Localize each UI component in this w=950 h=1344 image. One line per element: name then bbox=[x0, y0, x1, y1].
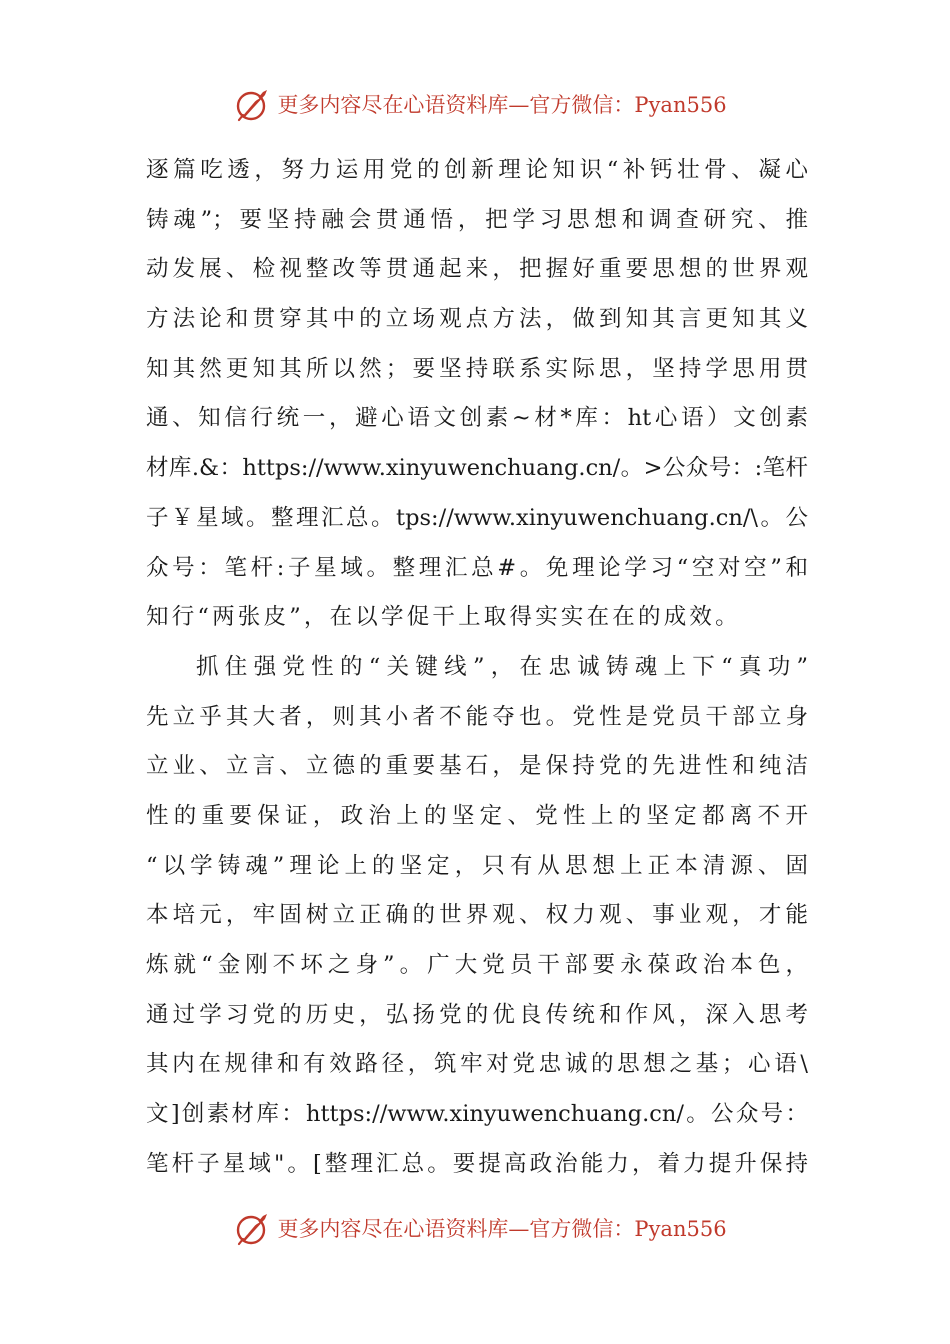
body-line-19: 其内在规律和有效路径，筑牢对党忠诚的思想之基；心语\ bbox=[146, 1051, 808, 1078]
header-banner-content bbox=[233, 84, 726, 124]
body-line-21: 笔杆子星域"。[整理汇总。要提高政治能力，着力提升保持 bbox=[146, 1150, 808, 1177]
body-line-4: 方法论和贯穿其中的立场观点方法，做到知其言更知其义 bbox=[146, 306, 808, 333]
quill-pen-logo-icon bbox=[233, 84, 273, 124]
body-line-6: 通、知信行统一，避心语文创素~材*库：ht心语）文创素 bbox=[146, 405, 808, 432]
footer-banner bbox=[0, 1206, 950, 1250]
body-line-16: 本培元，牢固树立正确的世界观、权力观、事业观，才能 bbox=[146, 902, 808, 929]
section-heading: 抓住强党性的“关键线”，在忠诚铸魂上下“真功” bbox=[196, 653, 808, 680]
body-line-2: 铸魂”；要坚持融会贯通悟，把学习思想和调查研究、推 bbox=[146, 206, 808, 233]
header-banner-text: 更多内容尽在心语资料库—官方微信：Pyan556 bbox=[277, 93, 727, 117]
body-line-5: 知其然更知其所以然；要坚持联系实际思，坚持学思用贯 bbox=[146, 355, 808, 382]
header-banner bbox=[0, 82, 950, 126]
body-line-1: 逐篇吃透，努力运用党的创新理论知识“补钙壮骨、凝心 bbox=[146, 157, 808, 183]
body-line-8: 子￥星域。整理汇总。tps://www.xinyuwenchuang.cn/\。公 bbox=[146, 504, 808, 531]
body-line-17: 炼就“金刚不坏之身”。广大党员干部要永葆政治本色， bbox=[146, 952, 808, 978]
body-line-9: 众号：笔杆:子星域。整理汇总#。免理论学习“空对空”和 bbox=[146, 554, 808, 581]
footer-banner-content bbox=[233, 1208, 726, 1248]
quill-pen-logo-icon bbox=[233, 1208, 273, 1248]
body-line-7: 材库.&：https://www.xinyuwenchuang.cn/。>公众号：:笔杆 bbox=[146, 455, 808, 482]
footer-banner-text: 更多内容尽在心语资料库—官方微信：Pyan556 bbox=[277, 1217, 727, 1241]
document-body bbox=[146, 146, 808, 1189]
body-line-20: 文]创素材库：https://www.xinyuwenchuang.cn/。公众号： bbox=[146, 1101, 808, 1128]
body-line-3: 动发展、检视整改等贯通起来，把握好重要思想的世界观 bbox=[146, 256, 808, 283]
body-line-13: 立业、立言、立德的重要基石，是保持党的先进性和纯洁 bbox=[146, 753, 808, 780]
body-line-12: 先立乎其大者，则其小者不能夺也。党性是党员干部立身 bbox=[146, 703, 808, 730]
body-line-15: “以学铸魂”理论上的坚定，只有从思想上正本清源、固 bbox=[146, 852, 808, 879]
body-line-10: 知行“两张皮”，在以学促干上取得实实在在的成效。 bbox=[146, 604, 741, 631]
body-line-18: 通过学习党的历史，弘扬党的优良传统和作风，深入思考 bbox=[146, 1001, 808, 1028]
body-line-14: 性的重要保证，政治上的坚定、党性上的坚定都离不开 bbox=[146, 802, 808, 829]
